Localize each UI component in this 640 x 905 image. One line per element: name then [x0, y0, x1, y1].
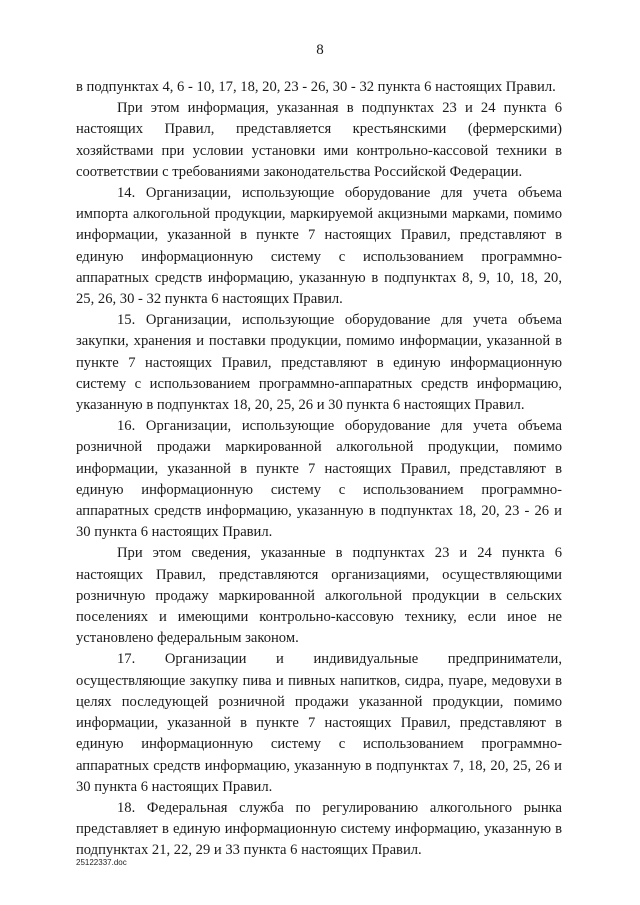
paragraph-16: 16. Организации, использующие оборудование для учета объема розничной продажи маркированной алкогольной продукции, помимо информации, указанной в пункте 7 настоящих Правил, представляют в единую информационную систему с использованием программно-аппаратных средств информацию, указанную в подпунктах 18, 20, 23 - 26 и 30 пункта 6 настоящих Правил.: [76, 418, 562, 541]
paragraph-retail-note: При этом сведения, указанные в подпунктах 23 и 24 пункта 6 настоящих Правил, представляются организациями, осуществляющими розничную продажу маркированной алкогольной продукции в сельских поселениях и имеющими контрольно-кассовую технику, если иное не установлено федеральным законом.: [76, 545, 562, 647]
paragraph-17: 17. Организации и индивидуальные предприниматели, осуществляющие закупку пива и пивных напитков, сидра, пуаре, медовухи в целях последующей розничной продажи указанной продукции, помимо информации, указанной в пункте 7 настоящих Правил, представляют в единую информационную систему с использованием программно-аппаратных средств информацию, указанную в подпунктах 7, 18, 20, 25, 26 и 30 пункта 6 настоящих Правил.: [76, 651, 562, 795]
page-number: 8: [316, 42, 324, 58]
footer-filename: 25122337.doc: [76, 858, 127, 867]
paragraph-18: 18. Федеральная служба по регулированию алкогольного рынка представляет в единую информационную систему информацию, указанную в подпунктах 21, 22, 29 и 33 пункта 6 настоящих Правил.: [76, 799, 562, 859]
document-body: [76, 77, 562, 862]
paragraph-14: 14. Организации, использующие оборудование для учета объема импорта алкогольной продукции, маркируемой акцизными марками, помимо информации, указанной в пункте 7 настоящих Правил, представляют в единую информационную систему с использованием программно-аппаратных средств информацию, указанную в подпунктах 8, 9, 10, 18, 20, 25, 26, 30 - 32 пункта 6 настоящих Правил.: [76, 185, 562, 308]
paragraph-15: 15. Организации, использующие оборудование для учета объема закупки, хранения и поставки продукции, помимо информации, указанной в пункте 7 настоящих Правил, представляют в единую информационную систему с использованием программно-аппаратных средств информацию, указанную в подпунктах 18, 20, 25, 26 и 30 пункта 6 настоящих Правил.: [76, 312, 562, 414]
paragraph-farm-note: При этом информация, указанная в подпунктах 23 и 24 пункта 6 настоящих Правил, представляется крестьянскими (фермерскими) хозяйствами при условии установки ими контрольно-кассовой техники в соответствии с требованиями законодательства Российской Федерации.: [76, 100, 562, 180]
paragraph-continuation: в подпунктах 4, 6 - 10, 17, 18, 20, 23 - 26, 30 - 32 пункта 6 настоящих Правил.: [76, 79, 556, 95]
